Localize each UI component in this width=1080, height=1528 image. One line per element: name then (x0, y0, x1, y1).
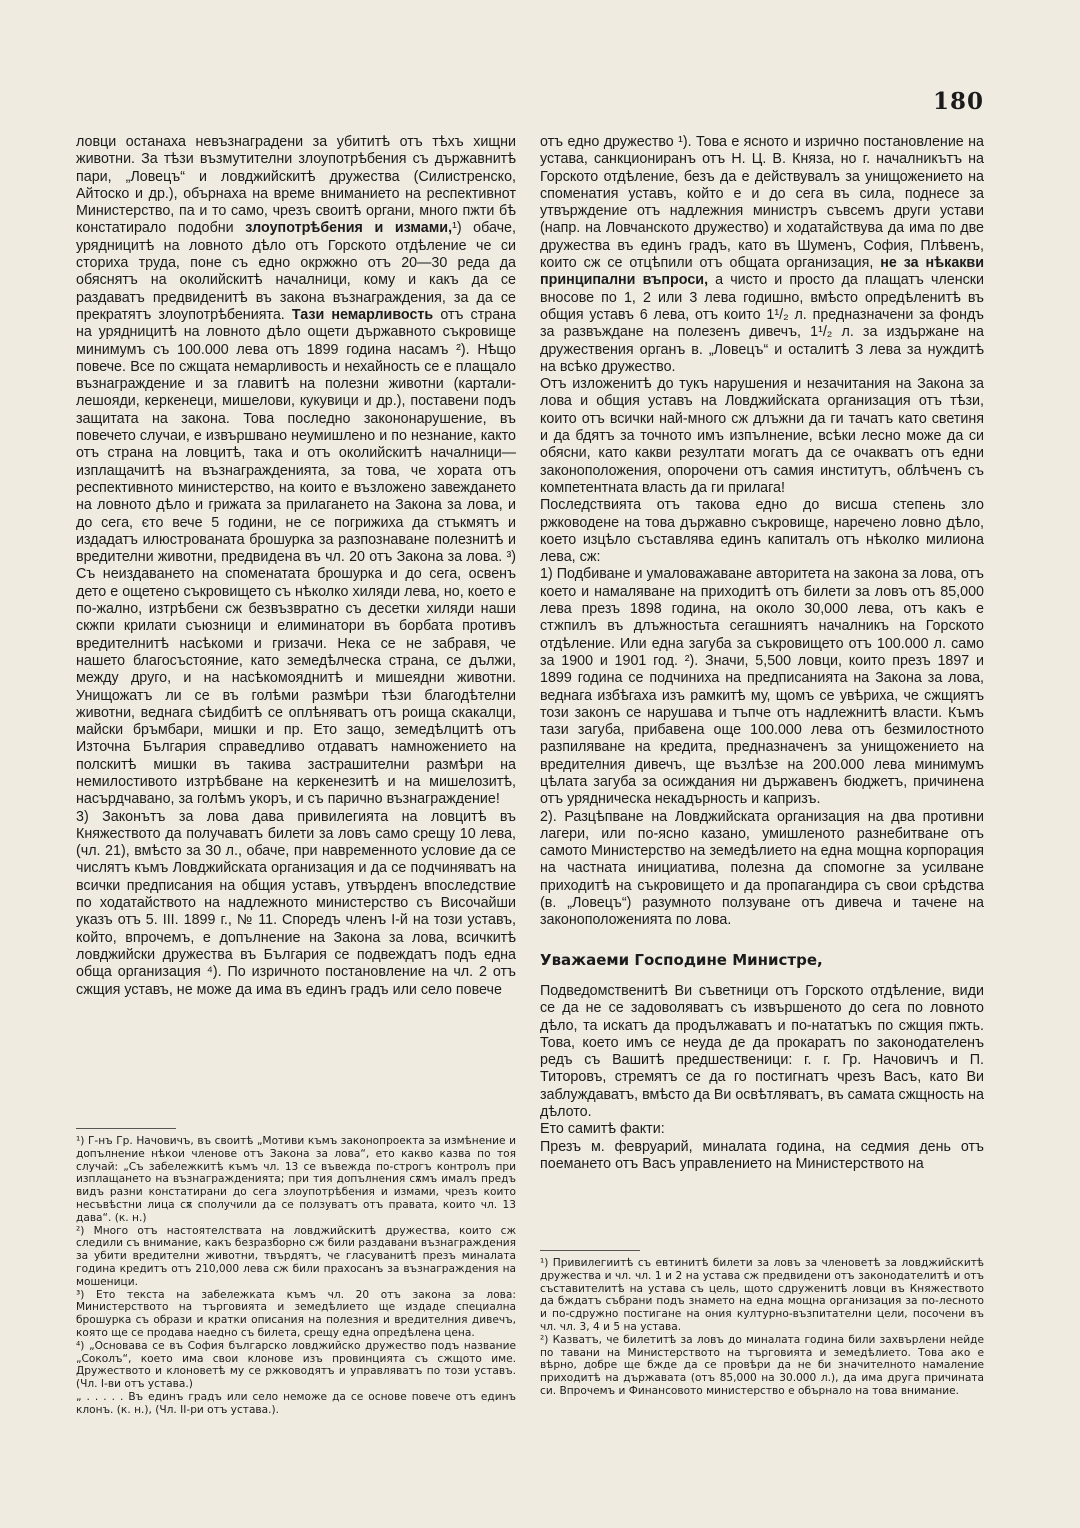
right-footnotes (540, 1240, 984, 1398)
paragraph: 3) Законътъ за лова дава привилегията на ловцитѣ въ Княжеството да получаватъ билети за ловъ само срещу 10 лева, (чл. 21), вмѣсто за 30 л., обаче, при навременното условие да се числятъ къмъ Ловджийската организация и да се подчиняватъ на всички предписания на общия уставъ, утвърденъ впоследствие по ходатайството на надлежното министерство съ Височайши указъ отъ 5. III. 1899 г., № 11. Споредъ членъ I-й на този уставъ, който, впрочемъ, е допълнение на Закона за лова, всичкитѣ ловджийски дружества въ България се подвеждатъ подъ една обща организация ⁴). По изричното постановление на чл. 2 отъ сжщия уставъ, не може да има въ единъ градъ или село повече (76, 808, 516, 998)
paragraph-text: а чисто и просто да плащатъ членски вносове по 1, 2 или 3 лева годишно, вмѣсто опредѣленитѣ въ общия уставъ 6 лева, отъ които 1¹/₂ л. предназначени за фондъ за развъждане на полезенъ дивечъ, 1¹/₂ л. за издържане на дружествения органъ в. „Ловецъ“ и осталитѣ 3 лева за нуждитѣ на всѣко дружество. (540, 272, 984, 375)
left-column (76, 134, 516, 999)
paragraph: 2). Разцѣпване на Ловджийската организация на два противни лагери, или по-ясно казано, умишленото разнебитване отъ самото Министерство на земедѣлието на една мощна корпорация на частната инициатива, полезна да спомогне за усилване приходитѣ на съкровището и да пропагандира съ свои срѣдства (в. „Ловецъ“) разумното ползуване отъ дивеча и тачене на законоположенията по лова. (540, 808, 984, 929)
footnote: ¹) Привилегиитѣ съ евтинитѣ билети за ловъ за членоветѣ за ловджийскитѣ дружества и чл. чл. 1 и 2 на устава сж предвидени отъ законодателитѣ и отъ съставителитѣ на устава съ цель, щото сдруженитѣ ловци въ Княжеството да бждатъ събрани подъ знамето на една мощна организация за по-лесното и по-сдружно постигане на ония културно-възпитателни цели, посочени въ чл. чл. 3, 4 и 5 на устава. (540, 1257, 984, 1333)
paragraph: Последствията отъ такова едно до висша степень зло ржководене на това държавно съкровище, наречено ловно дѣло, което изцѣло съставлява единъ капиталъ отъ нѣколко милиона лева, сж: (540, 497, 984, 566)
footnote-rule (540, 1250, 640, 1251)
emphasis: не за нѣкакви принципални въпроси, (540, 255, 985, 289)
footnote: ²) Казватъ, че билетитѣ за ловъ до миналата година били захвърлени нейде по тавани на Министерството на търговията и земедѣлието. Това ако е вѣрно, добре ще бжде да се провѣри да не би значителното намаление приходитѣ на държавата (отъ 85,000 на 30.000 л.), да има друга причината си. Впрочемъ и Финансовото министерство е обърнало на това внимание. (540, 1333, 984, 1397)
footnote: „ . . . . . Въ единъ градъ или село неможе да се основе повече отъ единъ клонъ. (к. н.), (Чл. II-ри отъ устава.). (76, 1390, 516, 1416)
footnote: ¹) Г-нъ Гр. Начовичъ, въ своитѣ „Мотиви къмъ законопроекта за измѣнение и допълнение нѣкои членове отъ Закона за лова“, ето какво казва по тоя случай: „Съ забележкитѣ къмъ чл. 13 се въвежда по-строгъ контролъ при изплащането на възнагражденията; при тия допълнения сѫмъ ималъ предъ видъ разни констатирани до сега злоупотрѣбения и измами, чрезъ които несъвѣстни лица сѫ сполучили да се ползуватъ отъ правата, които чл. 13 дава“. (к. н.) (76, 1135, 516, 1224)
footnote: ⁴) „Основава се въ София българско ловджийско дружество подъ название „Соколъ“, което има свои клонове изъ провинцията съ сжщото име. Дружеството и клоноветѣ му се ржководятъ и управляватъ по този уставъ. (Чл. I-ви отъ устава.) (76, 1339, 516, 1391)
paragraph-text: ¹) обаче, урядницитѣ на ловното дѣло отъ Горското отдѣление че си сториха труда, поне съ едно окржжно отъ 20—30 реда да обяснятъ на околийскитѣ началници, кому и какъ да се раздаватъ предвиденитѣ въ закона възнаграждения, за да се прекратятъ злоупотрѣбенията. (76, 220, 516, 323)
footnote: ³) Ето текста на забележката къмъ чл. 20 отъ закона за лова: Министерството на търговията и земедѣлието ще издаде специална брошурка съ образи и кратки описания на полезния и вредителния дивечъ, която ще се продава наедно съ билета, срещу една опредѣлена цена. (76, 1288, 516, 1339)
section-heading: Уважаеми Господине Министре, (540, 950, 823, 969)
paragraph: Презъ м. февруарий, миналата година, на седмия день отъ поемането отъ Васъ управлението на Министерството на (540, 1138, 984, 1172)
paragraph: Отъ изложенитѣ до тукъ нарушения и незачитания на Закона за лова и общия уставъ на Ловджийската организация отъ тѣзи, които отъ всички най-много сж длъжни да ги тачатъ като светиня и да бдятъ за точното имъ изпълнение, всѣки лесно може да си обясни, като какви резултати могатъ да се очакватъ отъ едни законоположения, опорочени отъ самия институтъ, облѣченъ съ компетентната власть да ги прилага! (540, 376, 984, 496)
paragraph: Ето самитѣ факти: (540, 1121, 665, 1138)
paragraph-text: отъ едно дружество ¹). Това е ясното и изрично постановление на устава, санкциониранъ отъ Н. Ц. В. Княза, но г. началникътъ на Горското отдѣление, безъ да е действувалъ за унищожението на споменатия уставъ, който е и до сега въ сила, поднесе за утвърждение отъ надлежния министръ съвсемъ други устави (напр. на Ловчанското дружество) и ходатайствува да има по две дружества въ единъ градъ, като въ Шуменъ, София, Плѣвенъ, които сж се отцѣпили отъ общата организация, (540, 134, 984, 272)
paragraph-text: отъ страна на урядницитѣ на ловното дѣло ощети държавното съкровище минимумъ съ 100.000 лева отъ 1899 година насамъ ²). Нѣщо повече. Все по сжщата немарливость и нехайность се е плащало възнаграждение и за главитѣ на полезни животни (картали-лешояди, керкенеци, мишелови, кукувици и др.), поставени подъ защитата на закона. Това последно закононарушение, въ повечето случаи, е извършвано неумишлено и по незнание, както отъ страна на ловцитѣ, така и отъ околийскитѣ началници—изплащачитѣ на възнагражденията, за това, че хората отъ респективното министерство, на които е възложено завеждането на ловното дѣло и грижата за прилагането на Закона за лова, и до сега, єто вече 5 години, не се погрижиха да стъкмятъ и издадатъ илюстрованата брошурка за разпознаване полезнитѣ и вредителни животни, предвидена въ чл. 20 отъ Закона за лова. ³) Съ неиздаването на споменатата брошурка и до сега, освенъ дето е ощетено съкровището съ нѣколко хиляди лева, но, което е по-жално, изтрѣбени сж безвъзвратно съ десетки хиляди наши скжпи крилати съюзници и елиминатори въ борбата противъ вредителнитѣ насѣкоми и гризачи. Нека се не забравя, че нашето благосъстояние, като земедѣлческа страна, се дължи, между друго, и на насѣкомояднитѣ и мишеядни животни. Унищожатъ ли се въ голѣми размѣри тѣзи благодѣтелни животни, веднага сѣидбитѣ се оплѣняватъ отъ роища скакалци, майски бръмбари, мишки и пр. Ето защо, земедѣлцитѣ отъ Източна България справедливо отдаватъ намножението на полскитѣ мишки въ такива застрашителни размѣри на немилостивото изтрѣбване на керкенезитѣ и на мишелозитѣ, насърдчавано, за голѣмъ укоръ, и съ парично възнаграждение! (76, 306, 517, 808)
paragraph (76, 134, 516, 809)
emphasis: злоупотрѣбения и измами, (245, 220, 453, 237)
paragraph-text: ловци останаха невъзнаградени за убититѣ отъ тѣхъ хищни животни. За тѣзи възмутителни злоупотрѣбения съ държавнитѣ пари, „Ловецъ“ и ловджийскитѣ дружества (Силистренско, Айтоско и др.), обърнаха на време вниманието на респективнот Министерство, па и то само, чрезъ своитѣ органи, много пжти бѣ констатирало подобни (76, 134, 516, 237)
emphasis: Тази немарливость (291, 306, 434, 323)
footnote: ²) Много отъ настоятелствата на ловджийскитѣ дружества, които сж следили съ внимание, какъ безразборно сж били раздавани възнаграждения за убити вредителни животни, твърдятъ, че гласуванитѣ презъ миналата година кредитъ отъ 210,000 лева сж били прахосанъ за възнаграждения на мошеници. (76, 1224, 516, 1288)
left-footnotes (76, 1118, 516, 1417)
paragraph: Подведомственитѣ Ви съветници отъ Горското отдѣление, види се да не се задоволяватъ съ извършеното до сега по ловното дѣло, та искатъ да продължаватъ и по-нататъкъ по сжщия пжть. Това, което имъ се неуда де да прокаратъ по законодателенъ редъ съ Вашитѣ предшественици: г. г. Гр. Начовичъ и П. Титоровъ, стремятъ се да го постигнатъ чрезъ Васъ, като Ви заблуждаватъ, вмѣсто да Ви освѣтляватъ, въ самата сжщность на дѣлото. (540, 982, 984, 1121)
paragraph: 1) Подбиване и умаловажаване авторитета на закона за лова, отъ което и намаляване на приходитѣ отъ билети за ловъ отъ 85,000 лева презъ 1898 година, на около 30,000 лева, отъ какъ е стжпилъ въ длъжностьта сегашниятъ началникъ на Горското отдѣление. Или една загуба за съкровището отъ 100.000 л. само за 1900 и 1901 год. ²). Значи, 5,500 ловци, които презъ 1897 и 1899 година се подчиниха на предписанията на Закона за лова, веднага избѣгаха изъ рамкитѣ му, щомъ се увѣриха, че сжщиятъ този законъ се нарушава и тъпче отъ надлежнитѣ власти. Къмъ тази загуба, прибавена още 100.000 лева отъ безмилостното разпиляване на кредита, предназначенъ за унищожението на вредителния дивечъ, ще възлѣзе на 200.000 лева минимумъ цѣлата загуба за осиждания ни държавенъ бюджетъ, причинена отъ урядническа некадърность и капризъ. (540, 566, 984, 808)
page-number: 180 (932, 88, 984, 115)
footnote-rule (76, 1128, 176, 1129)
paragraph (540, 134, 984, 376)
right-column (540, 134, 984, 1173)
